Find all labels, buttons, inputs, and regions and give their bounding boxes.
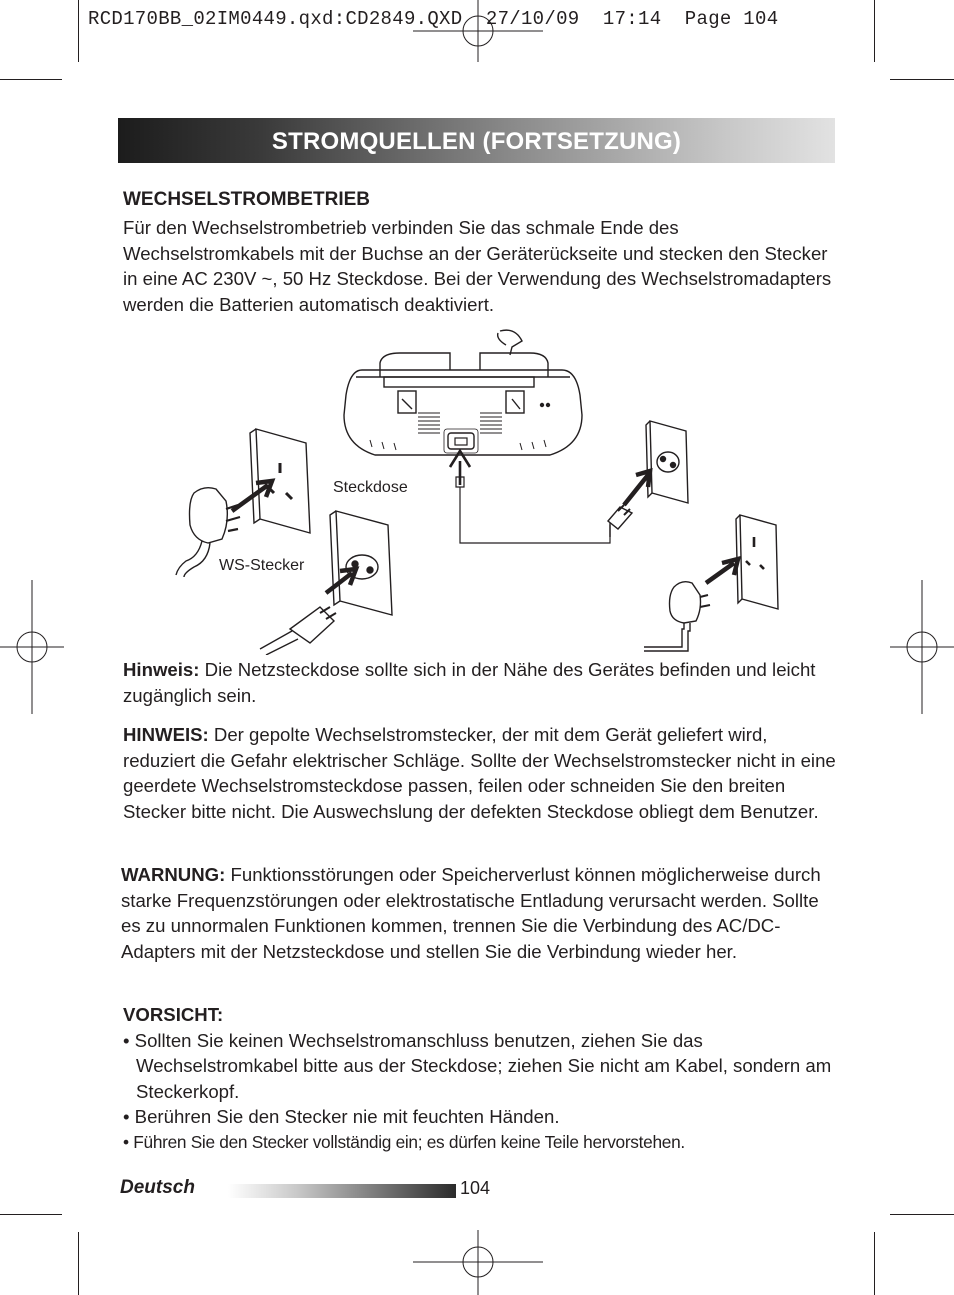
- euro-plug-middle: [260, 607, 336, 655]
- section-banner: [118, 118, 835, 163]
- caution-item: • Führen Sie den Stecker vollständig ein; es dürfen keine Teile hervorstehen.: [123, 1131, 685, 1152]
- note-2-text: Der gepolte Wechselstromstecker, der mit dem Gerät geliefert wird, reduziert die Gefahr elektrischer Schläge. Sollte der Wechselstromstecker nicht in eine geerdete Wechselstromsteckdose passen, feilen oder schneiden Sie den breiten Stecker bitte nicht. Die Auswechslung der defekten Steckdose obliegt dem Benutzer.: [123, 724, 836, 822]
- note-1-text: Die Netzsteckdose sollte sich in der Nähe des Gerätes befinden und leicht zugänglich sein.: [123, 659, 816, 706]
- intro-paragraph: Für den Wechselstrombetrieb verbinden Sie das schmale Ende des Wechselstromkabels mit der Buchse an der Geräterückseite und stecken den Stecker in eine AC 230V ~, 50 Hz Steckdose. Bei der Verwendung des Wechselstromadapters werden die Batterien automatisch deaktiviert.: [123, 217, 832, 315]
- uk-plug-adapter-right: [644, 582, 710, 651]
- caution-section: [123, 1002, 838, 1155]
- radio-unit-drawing: [344, 330, 582, 455]
- warning-label: WARNUNG:: [121, 864, 226, 885]
- note-2-label: HINWEIS:: [123, 724, 209, 745]
- warning: [121, 862, 836, 964]
- note-2: [123, 722, 838, 824]
- footer-language: Deutsch: [120, 1177, 195, 1198]
- note-1: [123, 657, 838, 708]
- registration-mark-top: [413, 0, 543, 62]
- note-1-label: Hinweis:: [123, 659, 200, 680]
- registration-mark-right: [890, 580, 954, 714]
- warning-text: Funktionsstörungen oder Speicherverlust können möglicherweise durch starke Frequenzstörungen oder elektrostatische Entladung verursacht werden. Sollte es zu unnormalen Funktionen kommen, trennen Sie die Verbindung des AC/DC-Adapters mit der Netzsteckdose und stellen Sie die Verbindung wieder her.: [121, 864, 821, 962]
- euro-socket-middle: [330, 511, 392, 615]
- section-heading: WECHSELSTROMBETRIEB: [123, 189, 370, 210]
- caution-item: • Sollten Sie keinen Wechselstromanschluss benutzen, ziehen Sie das Wechselstromkabel bitte aus der Steckdose; ziehen Sie nicht am Kabel, sondern am Steckerkopf.: [123, 1029, 832, 1102]
- page-number: 104: [460, 1178, 491, 1198]
- label-socket: Steckdose: [333, 479, 408, 496]
- euro-plug-right: [608, 505, 632, 537]
- illustration-drawing: [150, 325, 790, 655]
- ac-connection-illustration: [150, 325, 790, 660]
- uk-socket-far-right: [736, 515, 778, 609]
- euro-socket-right: [646, 421, 688, 503]
- caution-label: VORSICHT:: [123, 1004, 224, 1025]
- registration-mark-bottom: [413, 1230, 543, 1295]
- label-plug: WS-Stecker: [219, 557, 305, 574]
- registration-mark-left: [0, 580, 64, 714]
- banner-title: STROMQUELLEN (FORTSETZUNG): [271, 128, 682, 155]
- print-slug: RCD170BB_02IM0449.qxd:CD2849.QXD 27/10/09 17:14 Page 104: [88, 8, 779, 30]
- caution-item: • Berühren Sie den Stecker nie mit feuchten Händen.: [123, 1106, 560, 1127]
- footer-gradient-bar: [228, 1184, 456, 1198]
